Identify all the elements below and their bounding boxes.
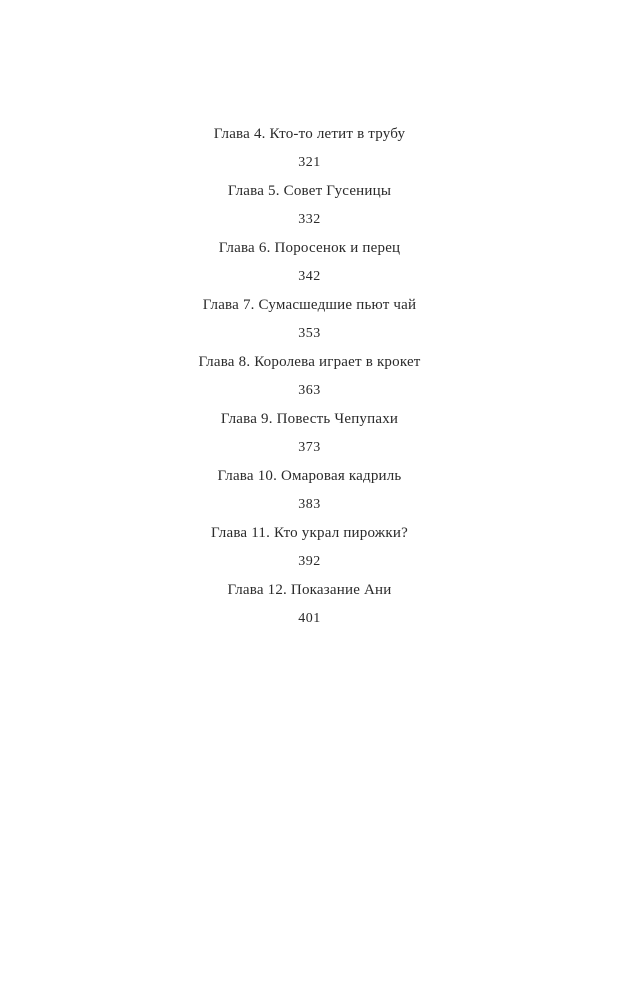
page-number: 353	[298, 326, 321, 341]
page-number: 342	[298, 269, 321, 284]
page-number: 383	[298, 497, 321, 512]
toc-entry	[0, 405, 619, 462]
chapter-title: Глава 10. Омаровая кадриль	[217, 468, 402, 484]
toc-entry	[0, 291, 619, 348]
toc-entry	[0, 234, 619, 291]
page-number: 363	[298, 383, 321, 398]
table-of-contents	[0, 120, 619, 633]
toc-entry	[0, 348, 619, 405]
chapter-title: Глава 6. Поросенок и перец	[218, 240, 401, 256]
toc-entry	[0, 519, 619, 576]
toc-entry	[0, 462, 619, 519]
page-number: 332	[298, 212, 321, 227]
page-number: 373	[298, 440, 321, 455]
page-number: 321	[298, 155, 321, 170]
chapter-title: Глава 4. Кто-то летит в трубу	[213, 126, 406, 142]
chapter-title: Глава 8. Королева играет в крокет	[198, 354, 421, 370]
chapter-title: Глава 12. Показание Ани	[227, 582, 392, 598]
chapter-title: Глава 7. Сумасшедшие пьют чай	[202, 297, 417, 313]
page-number: 401	[298, 611, 321, 626]
toc-entry	[0, 120, 619, 177]
chapter-title: Глава 5. Совет Гусеницы	[227, 183, 392, 199]
chapter-title: Глава 9. Повесть Чепупахи	[220, 411, 399, 427]
toc-entry	[0, 576, 619, 633]
chapter-title: Глава 11. Кто украл пирожки?	[211, 525, 408, 541]
toc-entry	[0, 177, 619, 234]
page-number: 392	[298, 554, 321, 569]
